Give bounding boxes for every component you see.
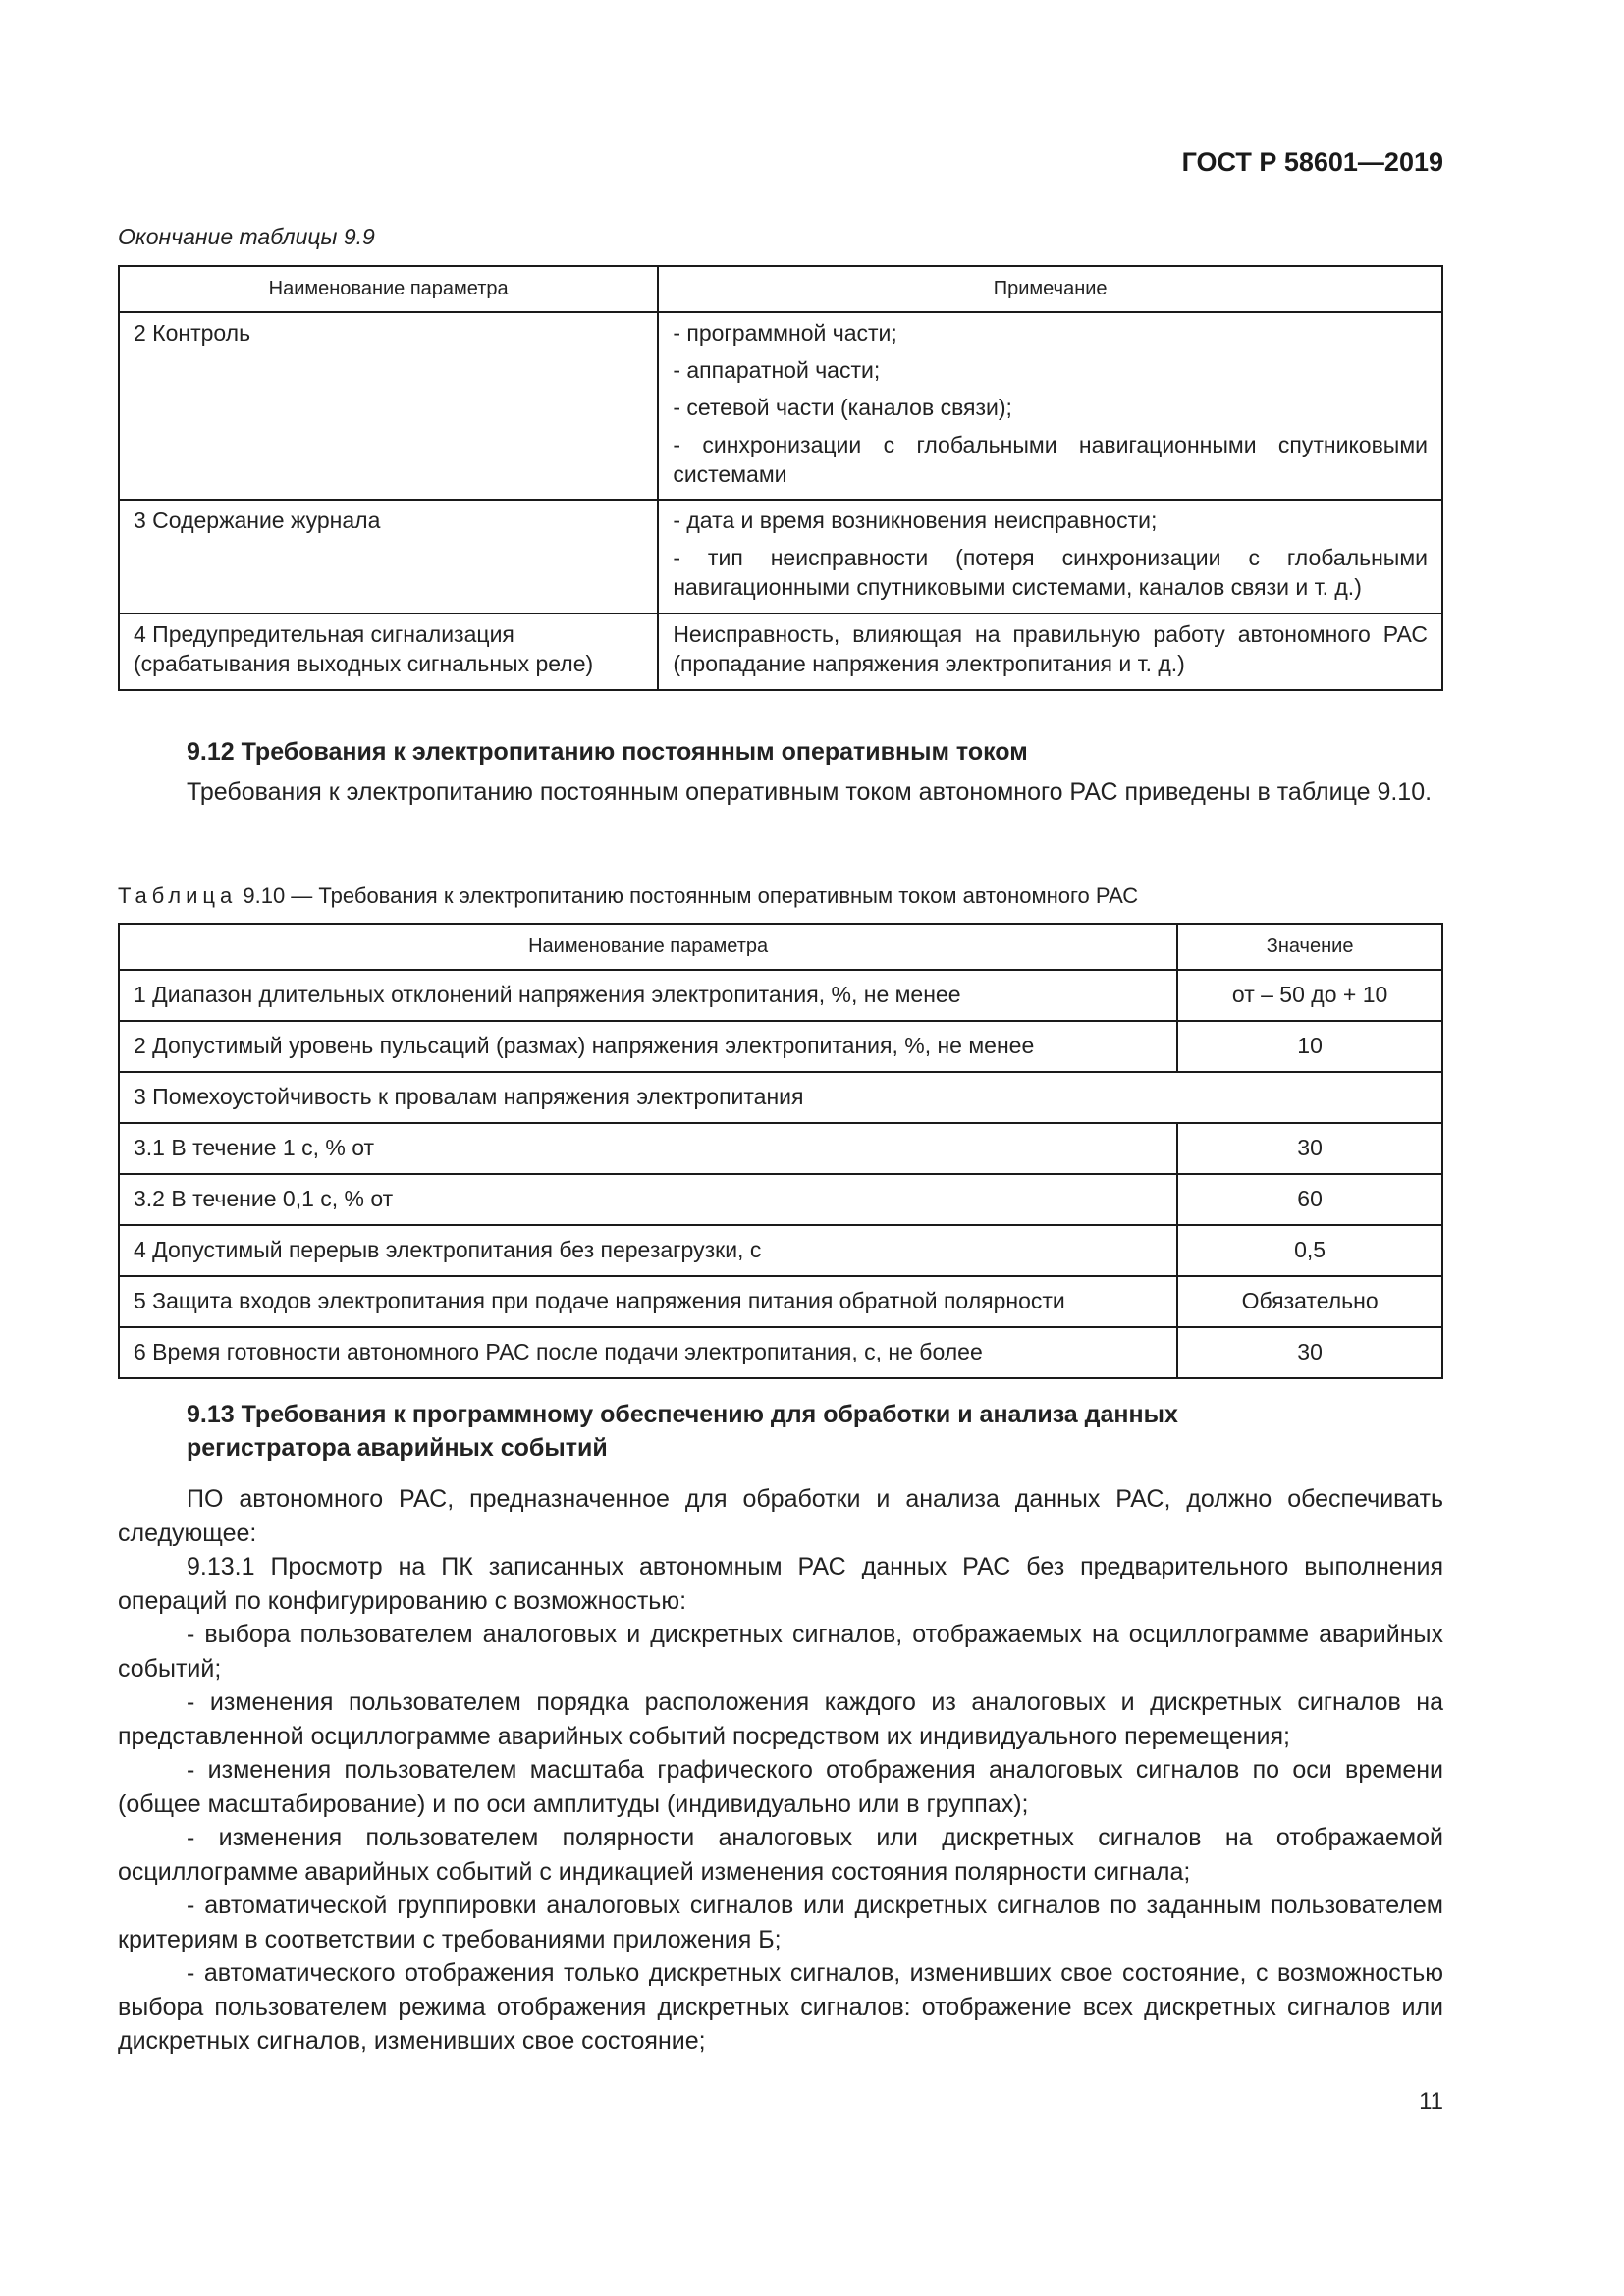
table-row xyxy=(119,1021,1442,1072)
column-header: Наименование параметра xyxy=(119,266,658,312)
table-row xyxy=(119,500,1442,614)
param-value: от – 50 до + 10 xyxy=(1177,970,1442,1021)
param-value: 10 xyxy=(1177,1021,1442,1072)
table-row xyxy=(119,1123,1442,1174)
column-header: Наименование параметра xyxy=(119,924,1177,970)
param-name: 5 Защита входов электропитания при подаче напряжения питания обратной полярности xyxy=(119,1276,1177,1327)
param-group-name: 3 Помехоустойчивость к провалам напряжения электропитания xyxy=(119,1072,1442,1123)
table-header-row xyxy=(119,266,1442,312)
document-code: ГОСТ Р 58601—2019 xyxy=(1181,147,1443,177)
param-name: 1 Диапазон длительных отклонений напряжения электропитания, %, не менее xyxy=(119,970,1177,1021)
note-line: - сетевой части (каналов связи); xyxy=(673,394,1012,420)
param-name: 3.2 В течение 0,1 с, % от xyxy=(119,1174,1177,1225)
paragraph: - изменения пользователем полярности аналоговых или дискретных сигналов на отображаемой осциллограмме аварийных событий с индикацией изменения состояния полярности сигнала; xyxy=(118,1824,1443,1886)
note-line: - синхронизации с глобальными навигационными спутниковыми системами xyxy=(673,431,1428,487)
table-9-9-caption: Окончание таблицы 9.9 xyxy=(118,224,375,249)
paragraph: - выбора пользователем аналоговых и дискретных сигналов, отображаемых на осциллограмме аварийных событий; xyxy=(118,1621,1443,1682)
param-name: 2 Контроль xyxy=(119,312,658,500)
table-9-10 xyxy=(118,923,1443,1379)
table-9-9 xyxy=(118,265,1443,691)
param-name: 4 Допустимый перерыв электропитания без перезагрузки, с xyxy=(119,1225,1177,1276)
note-line: - дата и время возникновения неисправности; xyxy=(673,507,1158,534)
param-notes xyxy=(658,500,1442,614)
paragraph: Требования к электропитанию постоянным оперативным током автономного РАС приведены в таблице 9.10. xyxy=(187,778,1433,806)
paragraph: 9.13.1 Просмотр на ПК записанных автономным РАС данных РАС без предварительного выполнения операций по конфигурированию с возможностью: xyxy=(118,1553,1443,1615)
table-row xyxy=(119,970,1442,1021)
param-name: 6 Время готовности автономного РАС после подачи электропитания, с, не более xyxy=(119,1327,1177,1378)
column-header: Примечание xyxy=(658,266,1442,312)
section-9-13-heading xyxy=(187,1399,1178,1466)
paragraph: ПО автономного РАС, предназначенное для обработки и анализа данных РАС, должно обеспечивать следующее: xyxy=(118,1485,1443,1547)
param-value: 60 xyxy=(1177,1174,1442,1225)
section-9-12-heading: 9.12 Требования к электропитанию постоянным оперативным током xyxy=(187,738,1028,766)
note-line: - программной части; xyxy=(673,320,897,346)
section-9-12-text xyxy=(118,775,1443,810)
table-caption-label: Таблица xyxy=(118,883,238,908)
table-caption-text: 9.10 — Требования к электропитанию постоянным оперативным током автономного РАС xyxy=(237,883,1139,908)
table-row xyxy=(119,1225,1442,1276)
param-name: 4 Предупредительная сигнализация (срабатывания выходных сигнальных реле) xyxy=(119,614,658,690)
table-9-10-caption xyxy=(118,883,1138,909)
table-header-row xyxy=(119,924,1442,970)
paragraph: - изменения пользователем масштаба графического отображения аналоговых сигналов по оси времени (общее масштабирование) и по оси амплитуды (индивидуально или в группах); xyxy=(118,1756,1443,1818)
heading-line: 9.13 Требования к программному обеспечению для обработки и анализа данных xyxy=(187,1401,1178,1428)
param-name: 2 Допустимый уровень пульсаций (размах) напряжения электропитания, %, не менее xyxy=(119,1021,1177,1072)
param-notes xyxy=(658,614,1442,690)
param-name: 3 Содержание журнала xyxy=(119,500,658,614)
paragraph: - автоматического отображения только дискретных сигналов, изменивших свое состояние, с возможностью выбора пользователем режима отображения дискретных сигналов: отображение всех дискретных сигналов или дискретных сигналов, изменивших свое состояние; xyxy=(118,1959,1443,2055)
table-row xyxy=(119,1072,1442,1123)
param-name: 3.1 В течение 1 с, % от xyxy=(119,1123,1177,1174)
note-line: - тип неисправности (потеря синхронизации с глобальными навигационными спутниковыми системами, каналов связи и т. д.) xyxy=(673,545,1428,601)
paragraph: - автоматической группировки аналоговых сигналов или дискретных сигналов по заданным пользователем критериям в соответствии с требованиями приложения Б; xyxy=(118,1892,1443,1953)
page-number: 11 xyxy=(1419,2088,1443,2114)
heading-line: регистратора аварийных событий xyxy=(187,1433,608,1462)
table-row xyxy=(119,312,1442,500)
param-notes xyxy=(658,312,1442,500)
table-row xyxy=(119,614,1442,690)
param-value: 0,5 xyxy=(1177,1225,1442,1276)
table-row xyxy=(119,1276,1442,1327)
table-row xyxy=(119,1174,1442,1225)
table-row xyxy=(119,1327,1442,1378)
param-value: 30 xyxy=(1177,1327,1442,1378)
param-value: Обязательно xyxy=(1177,1276,1442,1327)
column-header: Значение xyxy=(1177,924,1442,970)
note-line: - аппаратной части; xyxy=(673,356,881,383)
note-line: Неисправность, влияющая на правильную работу автономного РАС (пропадание напряжения электропитания и т. д.) xyxy=(673,621,1428,677)
paragraph: - изменения пользователем порядка расположения каждого из аналоговых и дискретных сигналов на представленной осциллограмме аварийных событий посредством их индивидуального перемещения; xyxy=(118,1688,1443,1750)
param-value: 30 xyxy=(1177,1123,1442,1174)
section-9-13-body xyxy=(118,1482,1443,2058)
